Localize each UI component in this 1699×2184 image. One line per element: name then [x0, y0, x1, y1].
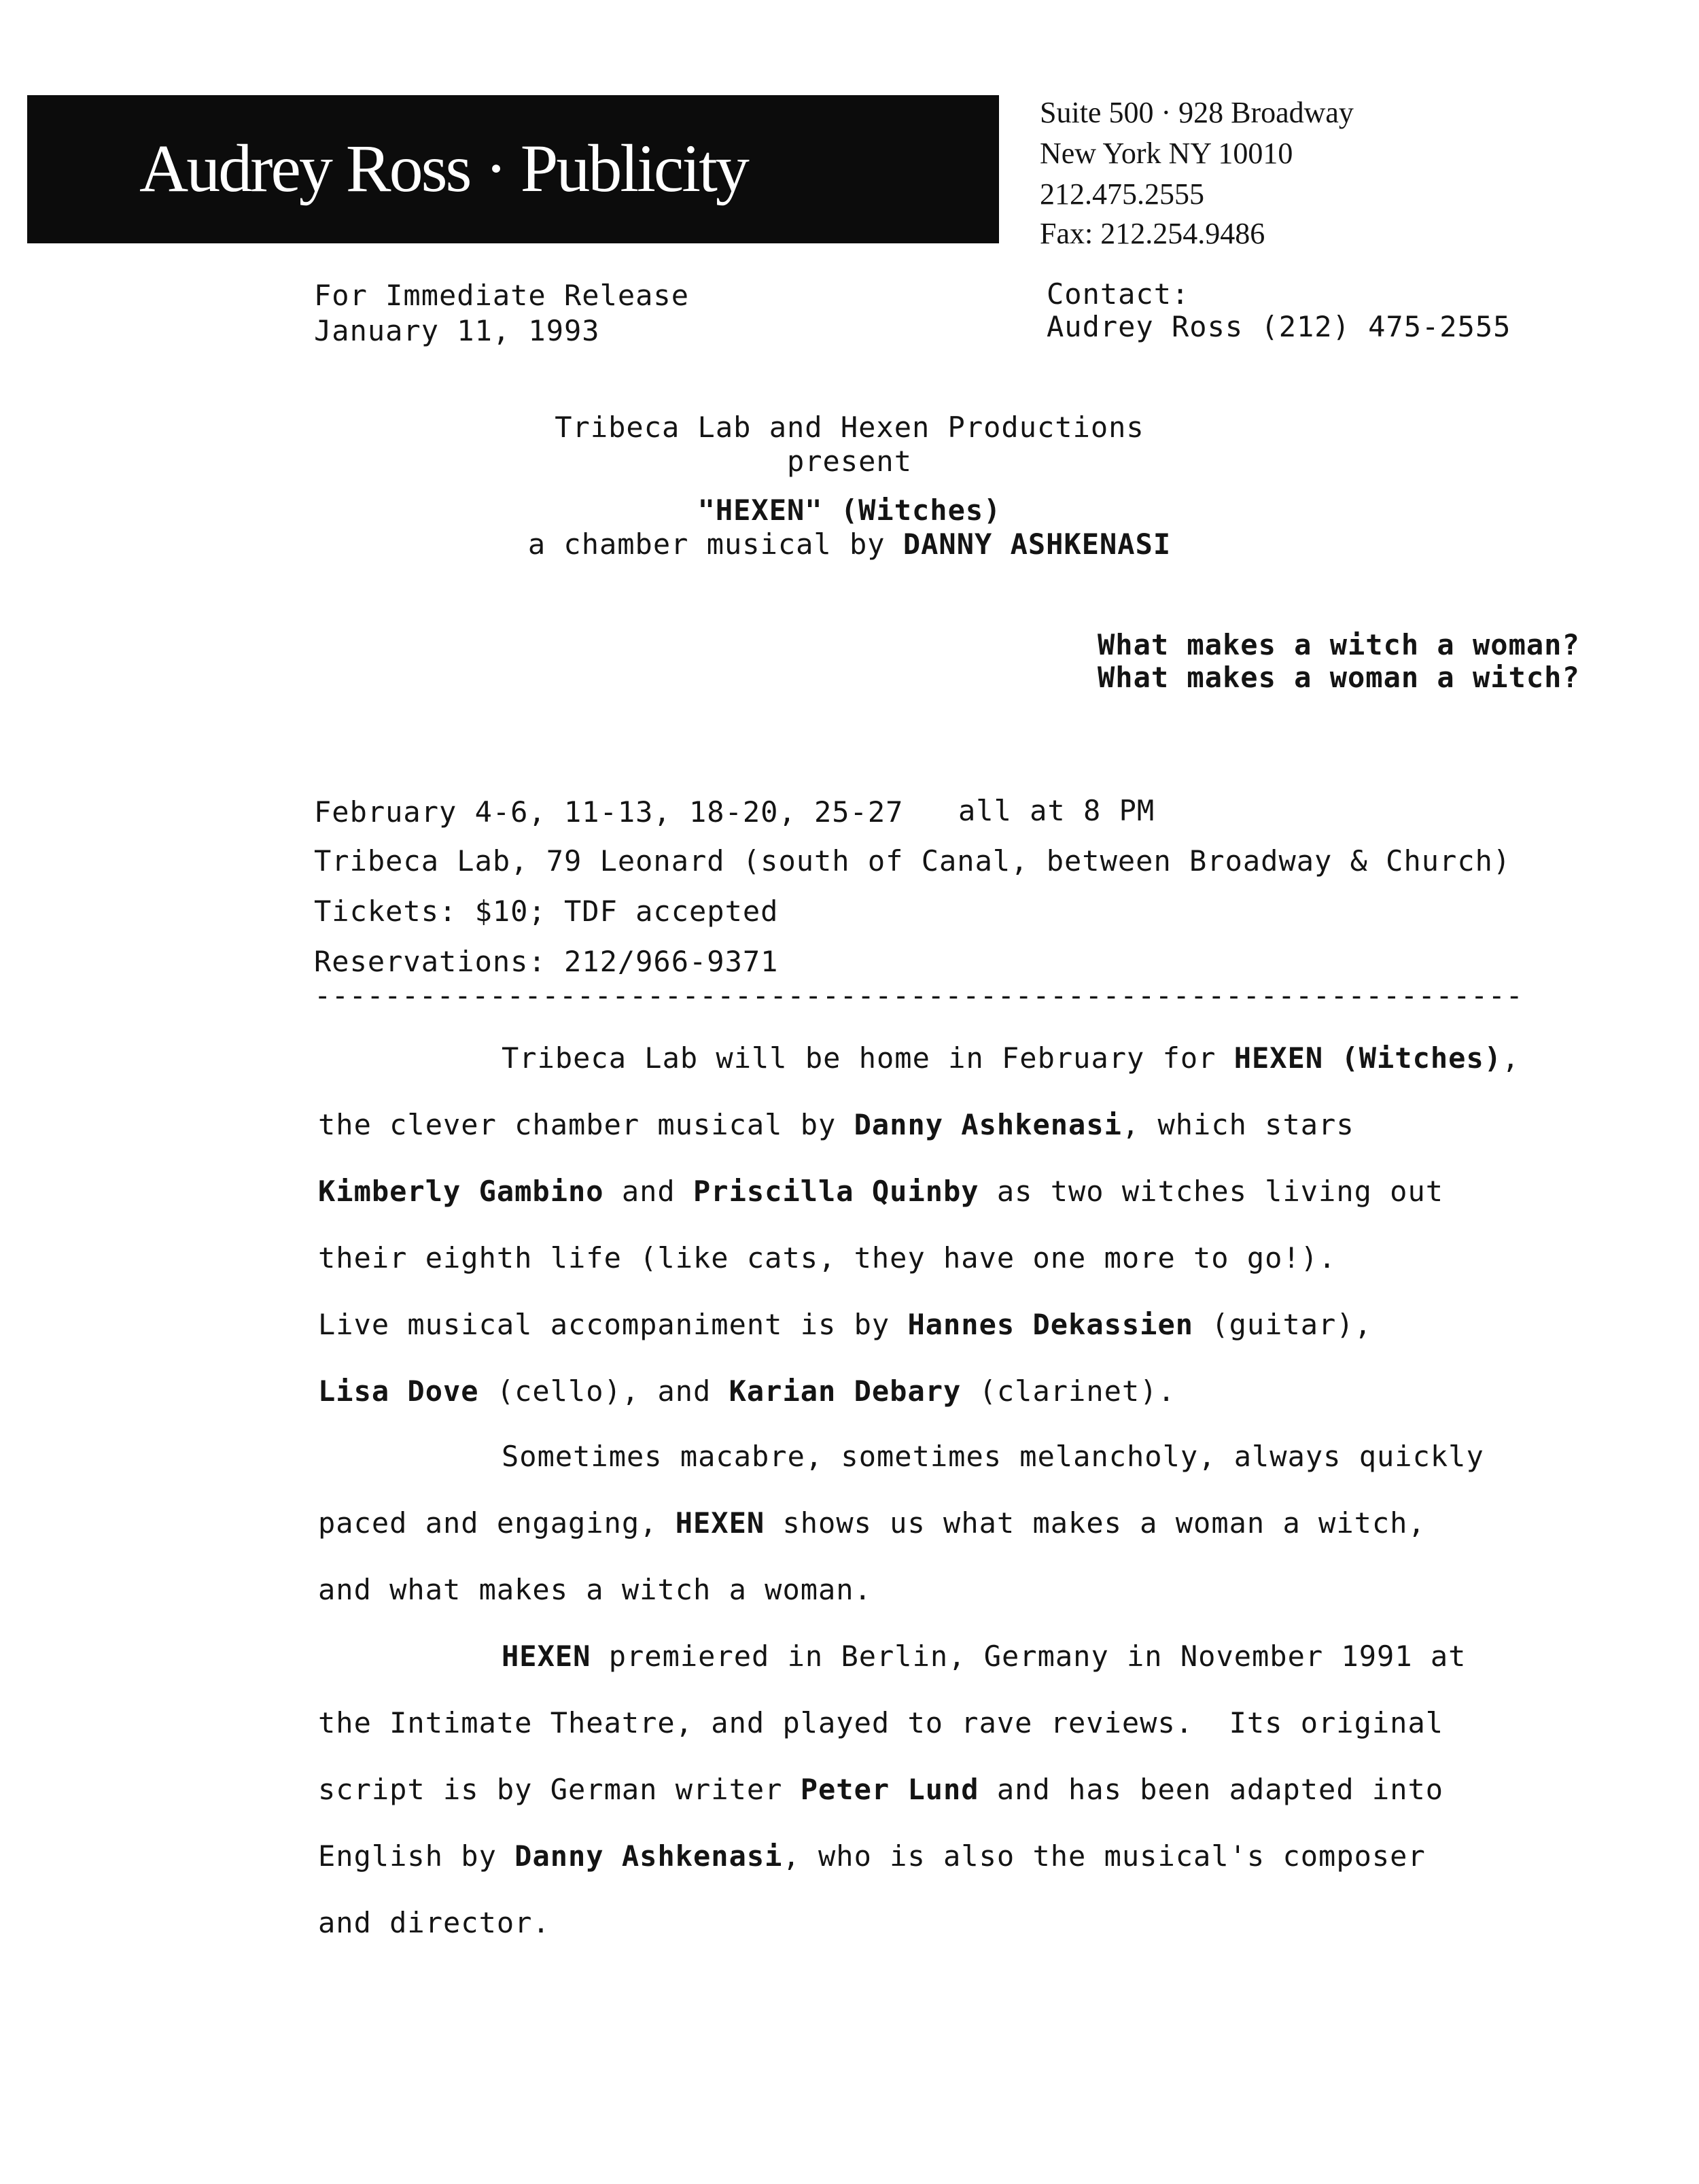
body-line	[318, 1175, 1443, 1208]
body-line	[318, 1839, 1426, 1873]
contact-value: Audrey Ross (212) 475-2555	[1047, 310, 1511, 343]
bold-run: Karian Debary	[729, 1374, 962, 1408]
body-line	[318, 1308, 1372, 1341]
body-line	[318, 1506, 1426, 1540]
text-run: and has been adapted into	[979, 1773, 1444, 1806]
body-line	[318, 1640, 1466, 1673]
body-line	[318, 1041, 1520, 1075]
body-line	[318, 1706, 1443, 1739]
phone-number: 212.475.2555	[1040, 177, 1204, 211]
release-date: January 11, 1993	[314, 314, 600, 347]
body-line	[318, 1440, 1484, 1473]
text-run: (guitar),	[1193, 1308, 1372, 1341]
show-title: "HEXEN" (Witches)	[697, 493, 1002, 527]
text-run: premiered in Berlin, Germany in November 1991 at	[591, 1640, 1467, 1673]
bold-run: Lisa Dove	[318, 1374, 479, 1408]
body-line	[318, 1573, 872, 1606]
text-run: Tribeca Lab will be home in February for	[502, 1041, 1234, 1075]
bold-run: HEXEN	[675, 1506, 765, 1540]
reservations: Reservations: 212/966-9371	[314, 945, 779, 978]
bold-run: HEXEN (Witches)	[1233, 1041, 1503, 1075]
present-word: present	[786, 445, 912, 478]
performance-dates: February 4-6, 11-13, 18-20, 25-27	[314, 795, 904, 829]
fax-number: Fax: 212.254.9486	[1040, 217, 1265, 250]
contact-label: Contact:	[1047, 277, 1190, 311]
release-notice: For Immediate Release	[314, 279, 690, 312]
text-run: the Intimate Theatre, and played to rave reviews. Its original	[318, 1706, 1444, 1739]
performance-time: all at 8 PM	[958, 794, 1155, 827]
body-line	[318, 1241, 1336, 1275]
body-line	[318, 1773, 1443, 1806]
venue: Tribeca Lab, 79 Leonard (south of Canal, between Broadway & Church)	[314, 844, 1511, 878]
text-run: the clever chamber musical by	[318, 1108, 854, 1141]
text-run: and director.	[318, 1906, 550, 1939]
text-run: and	[603, 1175, 694, 1208]
show-subtitle	[0, 527, 1699, 561]
bold-run: Kimberly Gambino	[318, 1175, 604, 1208]
bold-run: Danny Ashkenasi	[514, 1839, 783, 1873]
section-divider: ---------------------------------------------------------------------	[314, 979, 1524, 1012]
text-run: and what makes a witch a woman.	[318, 1573, 872, 1606]
text-run: shows us what makes a woman a witch,	[765, 1506, 1426, 1540]
tagline-line-1: What makes a witch a woman?	[1098, 628, 1580, 661]
company-name: Audrey Ross · Publicity	[139, 131, 748, 206]
text-run: (cello), and	[478, 1374, 729, 1408]
text-run: as two witches living out	[979, 1175, 1444, 1208]
text-run: English by	[318, 1839, 515, 1873]
text-run: paced and engaging,	[318, 1506, 676, 1540]
text-run: Sometimes macabre, sometimes melancholy, always quickly	[502, 1440, 1484, 1473]
bold-run: HEXEN	[502, 1640, 591, 1673]
bold-run: Peter Lund	[800, 1773, 979, 1806]
bold-run: Hannes Dekassien	[907, 1308, 1194, 1341]
bold-run: Danny Ashkenasi	[854, 1108, 1122, 1141]
text-run: ,	[1502, 1041, 1520, 1075]
bold-run: Priscilla Quinby	[693, 1175, 979, 1208]
body-line	[318, 1906, 550, 1939]
author-name: DANNY ASHKENASI	[903, 527, 1172, 561]
text-run: script is by German writer	[318, 1773, 801, 1806]
tagline-line-2: What makes a woman a witch?	[1098, 661, 1580, 694]
presenters: Tribeca Lab and Hexen Productions	[555, 411, 1144, 444]
text-run: Live musical accompaniment is by	[318, 1308, 908, 1341]
subtitle-prefix: a chamber musical by	[527, 527, 903, 561]
text-run: , who is also the musical's composer	[782, 1839, 1426, 1873]
tickets: Tickets: $10; TDF accepted	[314, 895, 779, 928]
body-line	[318, 1374, 1176, 1408]
body-line	[318, 1108, 1354, 1141]
text-run: their eighth life (like cats, they have one more to go!).	[318, 1241, 1337, 1275]
text-run: (clarinet).	[961, 1374, 1176, 1408]
address-line-1: Suite 500 · 928 Broadway	[1040, 96, 1354, 129]
address-line-2: New York NY 10010	[1040, 137, 1293, 170]
text-run: , which stars	[1121, 1108, 1354, 1141]
